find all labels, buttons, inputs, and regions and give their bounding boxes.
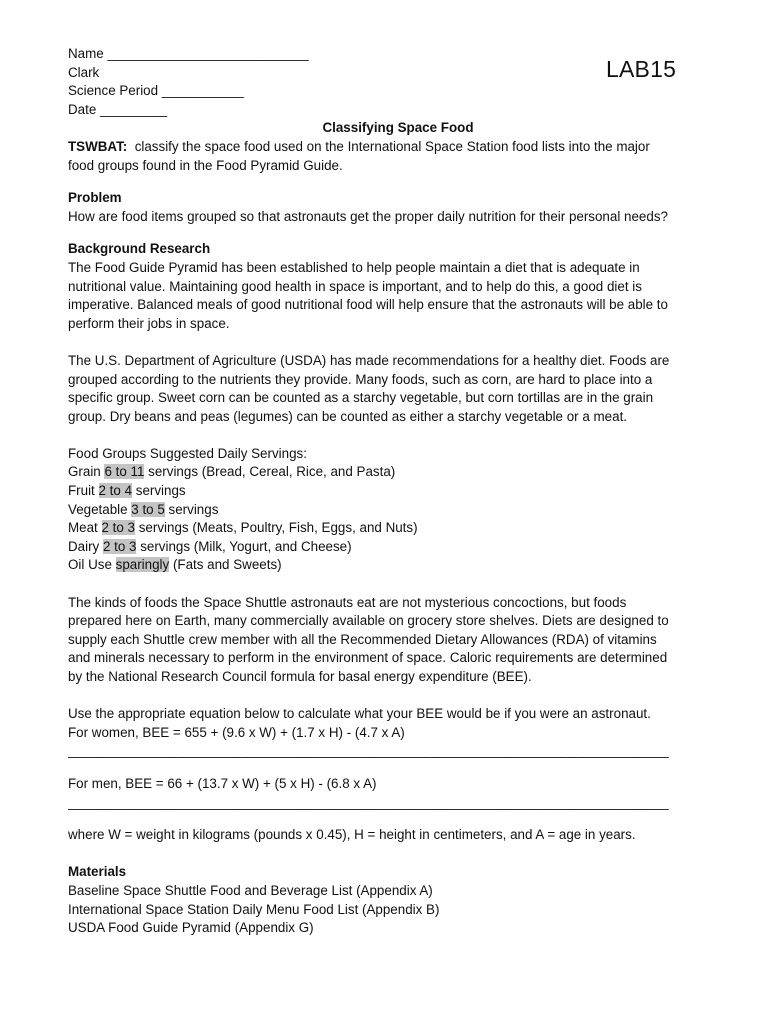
paragraph-line: specific group. Sweet corn can be counted as a starchy vegetable, but corn tortillas are in the grain xyxy=(68,390,654,406)
tswbat-text: classify the space food used on the International Space Station food lists into the major xyxy=(127,138,650,154)
servings-detail: servings (Milk, Yogurt, and Cheese) xyxy=(136,538,352,554)
paragraph-line: by the National Research Council formula for basal energy expenditure (BEE). xyxy=(68,669,532,684)
paragraph-line: The U.S. Department of Agriculture (USDA) has made recommendations for a healthy diet. Foods are xyxy=(68,352,670,368)
servings-row-meat xyxy=(68,519,708,538)
highlighted-amount: 2 to 4 xyxy=(98,483,133,499)
paragraph-line: imperative. Balanced meals of good nutritional food will help ensure that the astronauts will be able to xyxy=(68,297,668,313)
food-group-name: Fruit xyxy=(68,483,99,499)
tswbat-line-2: food groups found in the Food Pyramid Guide. xyxy=(68,157,343,173)
food-group-name: Dairy xyxy=(68,538,103,554)
highlighted-amount: sparingly xyxy=(115,557,170,573)
background-paragraph-1 xyxy=(68,259,708,333)
servings-detail: servings (Bread, Cereal, Rice, and Pasta) xyxy=(144,464,396,480)
date-line: Date _________ xyxy=(68,101,168,117)
background-heading: Background Research xyxy=(68,241,211,257)
lab-code: LAB15 xyxy=(606,56,677,82)
background-paragraph-2 xyxy=(68,352,708,426)
servings-heading: Food Groups Suggested Daily Servings: xyxy=(68,445,307,461)
servings-row-grain xyxy=(68,463,708,482)
food-group-name: Vegetable xyxy=(68,501,132,517)
paragraph-line: nutritional value. Maintaining good health in space is important, and to help do this, a good diet is xyxy=(68,278,642,294)
servings-detail: servings xyxy=(164,501,219,517)
tswbat-line-1 xyxy=(68,138,708,157)
page-title: Classifying Space Food xyxy=(322,120,474,136)
materials-heading: Materials xyxy=(68,864,127,880)
servings-row-vegetable xyxy=(68,501,708,520)
problem-heading: Problem xyxy=(68,190,122,206)
paragraph-line: perform their jobs in space. xyxy=(68,315,230,331)
paragraph-line: supply each Shuttle crew member with all the Recommended Dietary Allowances (RDA) of vitamins xyxy=(68,631,657,647)
women-equation: For women, BEE = 655 + (9.6 x W) + (1.7 x H) - (4.7 x A) xyxy=(68,724,405,740)
tswbat-label: TSWBAT: xyxy=(68,138,128,154)
teacher-name: Clark xyxy=(68,64,100,80)
highlighted-amount: 2 to 3 xyxy=(101,520,136,536)
women-answer-line[interactable]: ____________________________________________________________________________________ xyxy=(68,743,669,759)
paragraph-line: The kinds of foods the Space Shuttle astronauts eat are not mysterious concoctions, but foods xyxy=(68,594,627,610)
servings-row-oil xyxy=(68,556,708,575)
list-item: Baseline Space Shuttle Food and Beverage List (Appendix A) xyxy=(68,882,433,898)
servings-row-dairy xyxy=(68,538,708,557)
materials-list xyxy=(68,882,708,938)
shuttle-paragraph xyxy=(68,594,708,687)
servings-detail: servings (Meats, Poultry, Fish, Eggs, and Nuts) xyxy=(135,520,418,536)
servings-detail: (Fats and Sweets) xyxy=(169,557,282,573)
variable-definitions: where W = weight in kilograms (pounds x 0.45), H = height in centimeters, and A = age in years. xyxy=(68,827,636,843)
men-answer-line[interactable]: ____________________________________________________________________________________ xyxy=(68,794,669,810)
list-item: International Space Station Daily Menu Food List (Appendix B) xyxy=(68,901,440,917)
equation-intro: Use the appropriate equation below to calculate what your BEE would be if you were an astronaut. xyxy=(68,706,651,722)
highlighted-amount: 2 to 3 xyxy=(102,538,137,554)
food-group-name: Meat xyxy=(68,520,102,536)
paragraph-line: The Food Guide Pyramid has been established to help people maintain a diet that is adequate in xyxy=(68,259,640,275)
paragraph-line: grouped according to the nutrients they provide. Many foods, such as corn, are hard to place into a xyxy=(68,371,653,387)
paragraph-line: prepared here on Earth, many commercially available on grocery store shelves. Diets are designed to xyxy=(68,613,669,629)
servings-row-fruit xyxy=(68,482,708,501)
men-equation: For men, BEE = 66 + (13.7 x W) + (5 x H) - (6.8 x A) xyxy=(68,775,377,791)
science-period-line: Science Period ___________ xyxy=(68,83,244,99)
food-group-name: Oil Use xyxy=(68,557,116,573)
name-line: Name ___________________________ xyxy=(68,46,309,61)
servings-list xyxy=(68,463,708,575)
list-item: USDA Food Guide Pyramid (Appendix G) xyxy=(68,920,314,936)
highlighted-amount: 6 to 11 xyxy=(104,464,145,480)
servings-detail: servings xyxy=(132,483,186,499)
highlighted-amount: 3 to 5 xyxy=(131,501,165,517)
paragraph-line: and minerals necessary to perform in the environment of space. Caloric requirements are determined xyxy=(68,650,668,666)
paragraph-line: group. Dry beans and peas (legumes) can be counted as either a starchy vegetable or a meat. xyxy=(68,408,628,424)
problem-text: How are food items grouped so that astronauts get the proper daily nutrition for their personal needs? xyxy=(68,208,668,224)
food-group-name: Grain xyxy=(68,464,105,480)
worksheet-page xyxy=(68,45,708,938)
